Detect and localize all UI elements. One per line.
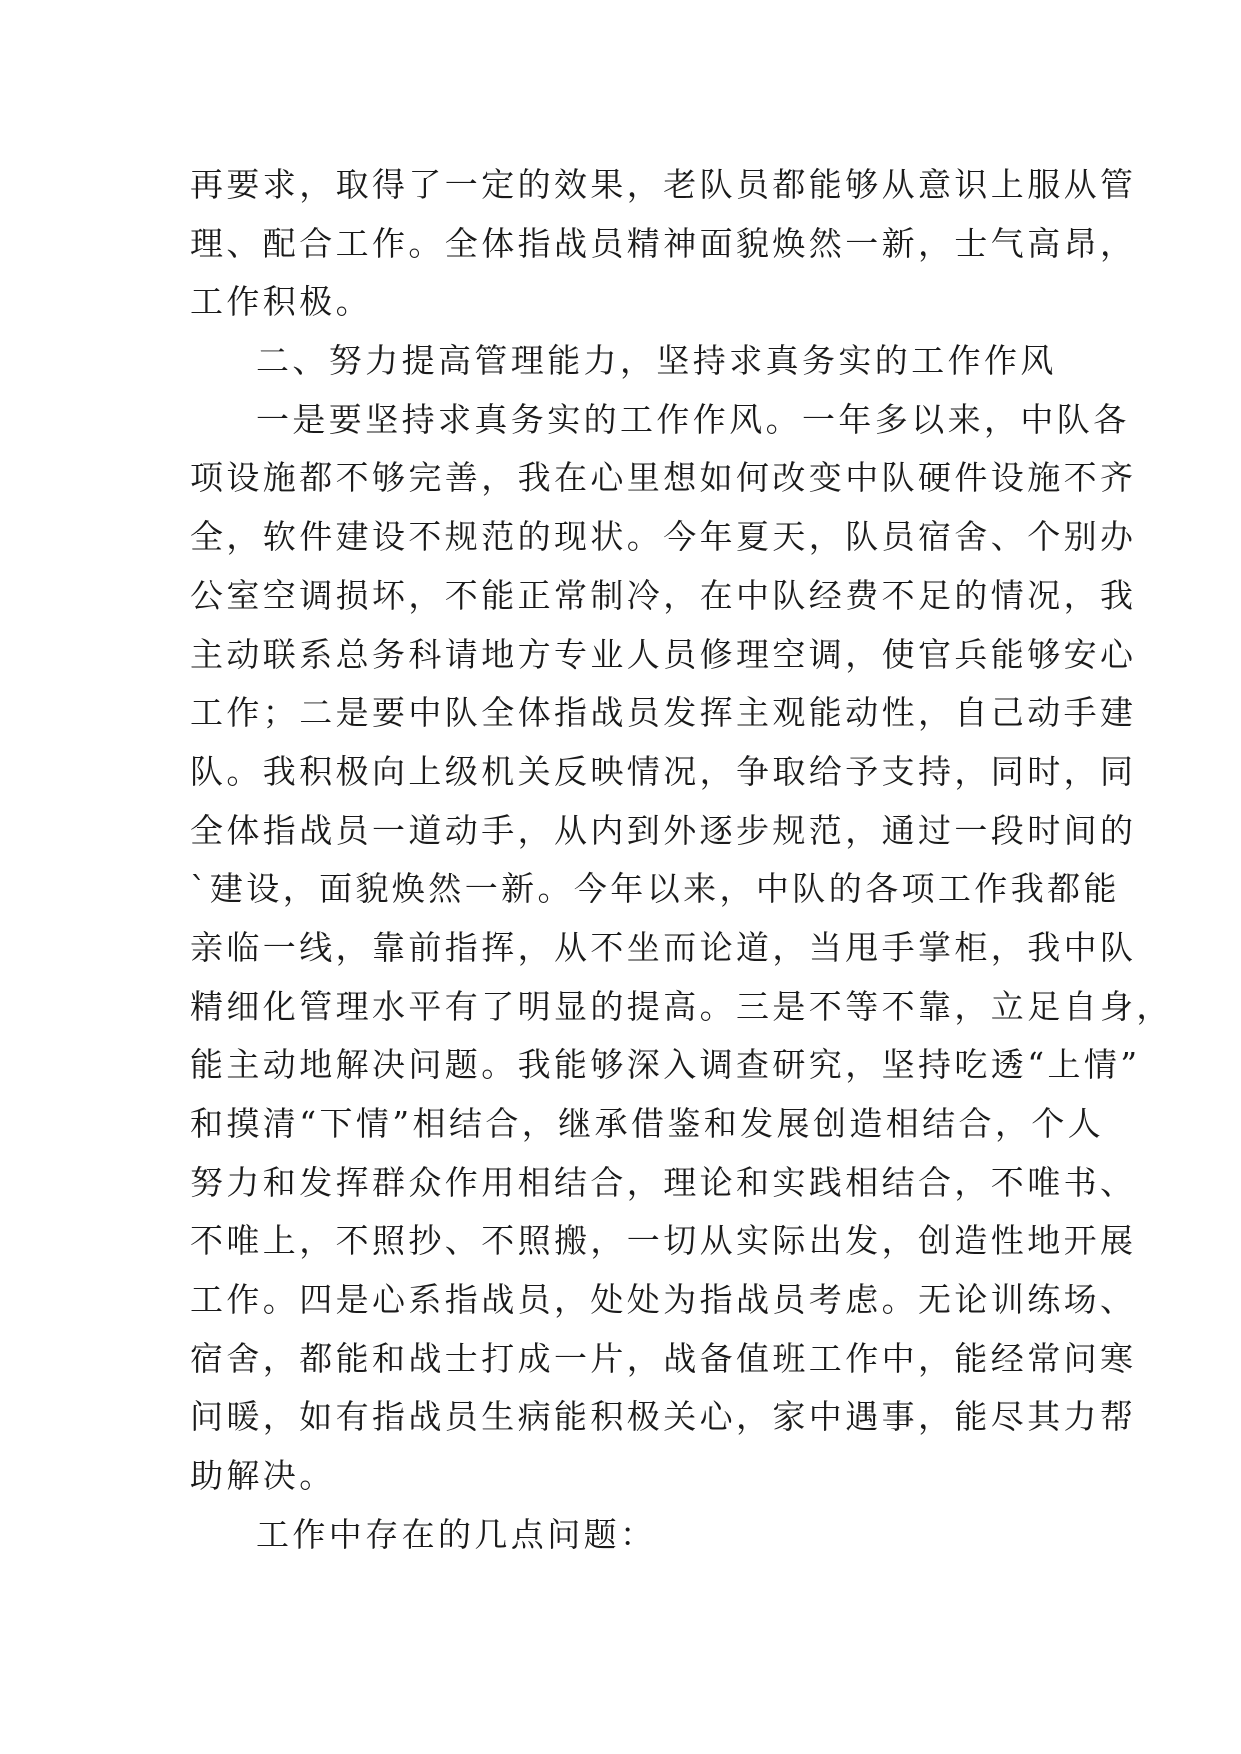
text-line: 队。我积极向上级机关反映情况，争取给予支持，同时，同 xyxy=(190,751,1137,791)
text-line: 项设施都不够完善，我在心里想如何改变中队硬件设施不齐 xyxy=(190,458,1137,498)
text-line: 和摸清“下情”相结合，继承借鉴和发展创造相结合，个人 xyxy=(190,1104,1105,1143)
text-line: 工作积极。 xyxy=(190,282,372,322)
text-line: 亲临一线，靠前指挥，从不坐而论道，当甩手掌柜，我中队 xyxy=(190,927,1137,967)
text-line: 努力和发挥群众作用相结合，理论和实践相结合，不唯书、 xyxy=(190,1162,1137,1202)
text-line: 精细化管理水平有了明显的提高。三是不等不靠，立足自身， xyxy=(190,986,1173,1026)
text-line: 工作。四是心系指战员，处处为指战员考虑。无论训练场、 xyxy=(190,1280,1137,1320)
text-line: 主动联系总务科请地方专业人员修理空调，使官兵能够安心 xyxy=(190,634,1137,674)
text-line: 理、配合工作。全体指战员精神面貌焕然一新，士气高昂， xyxy=(190,223,1137,263)
text-line: 一是要坚持求真务实的工作作风。一年多以来，中队各 xyxy=(256,399,1130,439)
text-line: 公室空调损坏，不能正常制冷，在中队经费不足的情况，我 xyxy=(190,575,1137,615)
text-line: 全体指战员一道动手，从内到外逐步规范，通过一段时间的 xyxy=(190,810,1137,850)
text-line: 不唯上，不照抄、不照搬，一切从实际出发，创造性地开展 xyxy=(190,1221,1137,1261)
text-line: `建设，面貌焕然一新。今年以来，中队的各项工作我都能 xyxy=(190,869,1120,909)
section-heading: 工作中存在的几点问题： xyxy=(256,1514,657,1554)
text-line: 工作；二是要中队全体指战员发挥主观能动性，自己动手建 xyxy=(190,693,1137,733)
text-line: 问暖，如有指战员生病能积极关心，家中遇事，能尽其力帮 xyxy=(190,1397,1137,1437)
text-line: 助解决。 xyxy=(190,1456,336,1496)
section-heading: 二、努力提高管理能力，坚持求真务实的工作作风 xyxy=(256,341,1057,381)
text-line: 再要求，取得了一定的效果，老队员都能够从意识上服从管 xyxy=(190,165,1137,204)
text-line: 宿舍，都能和战士打成一片，战备值班工作中，能经常问寒 xyxy=(190,1338,1137,1378)
text-line: 能主动地解决问题。我能够深入调查研究，坚持吃透“上情” xyxy=(190,1045,1141,1085)
document-body xyxy=(190,156,1173,1565)
text-line: 全，软件建设不规范的现状。今年夏天，队员宿舍、个别办 xyxy=(190,517,1137,557)
